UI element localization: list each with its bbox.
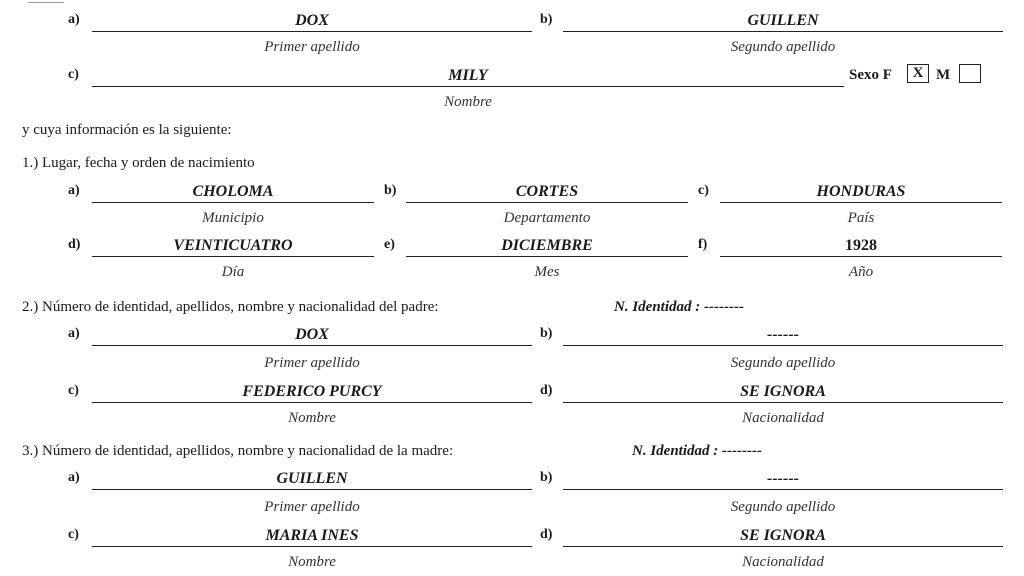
departamento-field [406,183,688,203]
father-second-surname-caption: Segundo apellido [730,355,836,371]
anio-caption: Año [848,264,874,280]
father-heading: 2.) Número de identidad, apellidos, nombre y nacionalidad del padre: [22,299,439,315]
municipio-field [92,183,374,203]
anio-value: 1928 [845,237,877,254]
mother-name-label: c) [68,527,79,542]
pais-field [720,183,1002,203]
mother-identity: N. Identidad : -------- [632,443,762,459]
mother-nationality-label: d) [540,527,553,542]
father-first-surname-value: DOX [295,326,329,343]
father-name-caption: Nombre [288,410,336,426]
mother-second-surname-value: ------ [767,470,799,487]
first-surname-value: DOX [295,12,329,29]
father-second-surname-label: b) [540,326,553,341]
mother-nationality-value: SE IGNORA [740,527,826,544]
mother-first-surname-label: a) [68,470,80,485]
mother-first-surname-caption: Primer apellido [264,499,360,515]
sex-label: Sexo F [849,67,892,83]
anio-field [720,237,1002,257]
municipio-caption: Municipio [202,210,264,226]
departamento-caption: Departamento [503,210,591,226]
dia-value: VEINTICUATRO [173,237,293,254]
mother-nationality-field [563,527,1003,547]
mes-caption: Mes [534,264,560,280]
dia-label: d) [68,237,81,252]
sex-m-checkbox[interactable] [959,64,981,83]
sex-m-label: M [936,67,951,83]
father-first-surname-caption: Primer apellido [264,355,360,371]
father-second-surname-field [563,326,1003,346]
father-nationality-field [563,383,1003,403]
father-first-surname-label: a) [68,326,80,341]
dia-caption: Día [221,264,245,280]
pais-caption: País [847,210,875,226]
mother-second-surname-field [563,470,1003,490]
father-nationality-value: SE IGNORA [740,383,826,400]
mother-first-surname-value: GUILLEN [276,470,348,487]
name-caption: Nombre [444,94,492,110]
father-second-surname-value: ------ [767,326,799,343]
name-label: c) [68,67,79,82]
pais-label: c) [698,183,709,198]
mes-label: e) [384,237,395,252]
father-first-surname-field [92,326,532,346]
mother-second-surname-caption: Segundo apellido [730,499,836,515]
mother-name-value: MARIA INES [265,527,359,544]
father-nationality-label: d) [540,383,553,398]
dia-field [92,237,374,257]
first-surname-label: a) [68,12,80,27]
mother-name-caption: Nombre [288,554,336,570]
father-name-label: c) [68,383,79,398]
mother-first-surname-field [92,470,532,490]
intro-text: y cuya información es la siguiente: [22,122,232,138]
father-name-field [92,383,532,403]
pais-value: HONDURAS [816,183,906,200]
sex-f-checkbox[interactable]: X [907,64,929,83]
mes-field [406,237,688,257]
second-surname-label: b) [540,12,553,27]
anio-label: f) [698,237,708,252]
father-identity: N. Identidad : -------- [614,299,744,315]
mes-value: DICIEMBRE [501,237,593,254]
first-surname-caption: Primer apellido [264,39,360,55]
mother-nationality-caption: Nacionalidad [742,554,824,570]
mother-second-surname-label: b) [540,470,553,485]
first-surname-field [92,12,532,32]
name-field [92,67,844,87]
second-surname-field [563,12,1003,32]
second-surname-caption: Segundo apellido [730,39,836,55]
birth-heading: 1.) Lugar, fecha y orden de nacimiento [22,155,255,171]
name-value: MILY [448,67,488,84]
father-nationality-caption: Nacionalidad [742,410,824,426]
departamento-value: CORTES [515,183,579,200]
mother-name-field [92,527,532,547]
second-surname-value: GUILLEN [747,12,819,29]
cut-off-top-line [28,0,64,3]
mother-heading: 3.) Número de identidad, apellidos, nombre y nacionalidad de la madre: [22,443,454,459]
municipio-label: a) [68,183,80,198]
father-name-value: FEDERICO PURCY [242,383,382,400]
municipio-value: CHOLOMA [192,183,274,200]
departamento-label: b) [384,183,397,198]
